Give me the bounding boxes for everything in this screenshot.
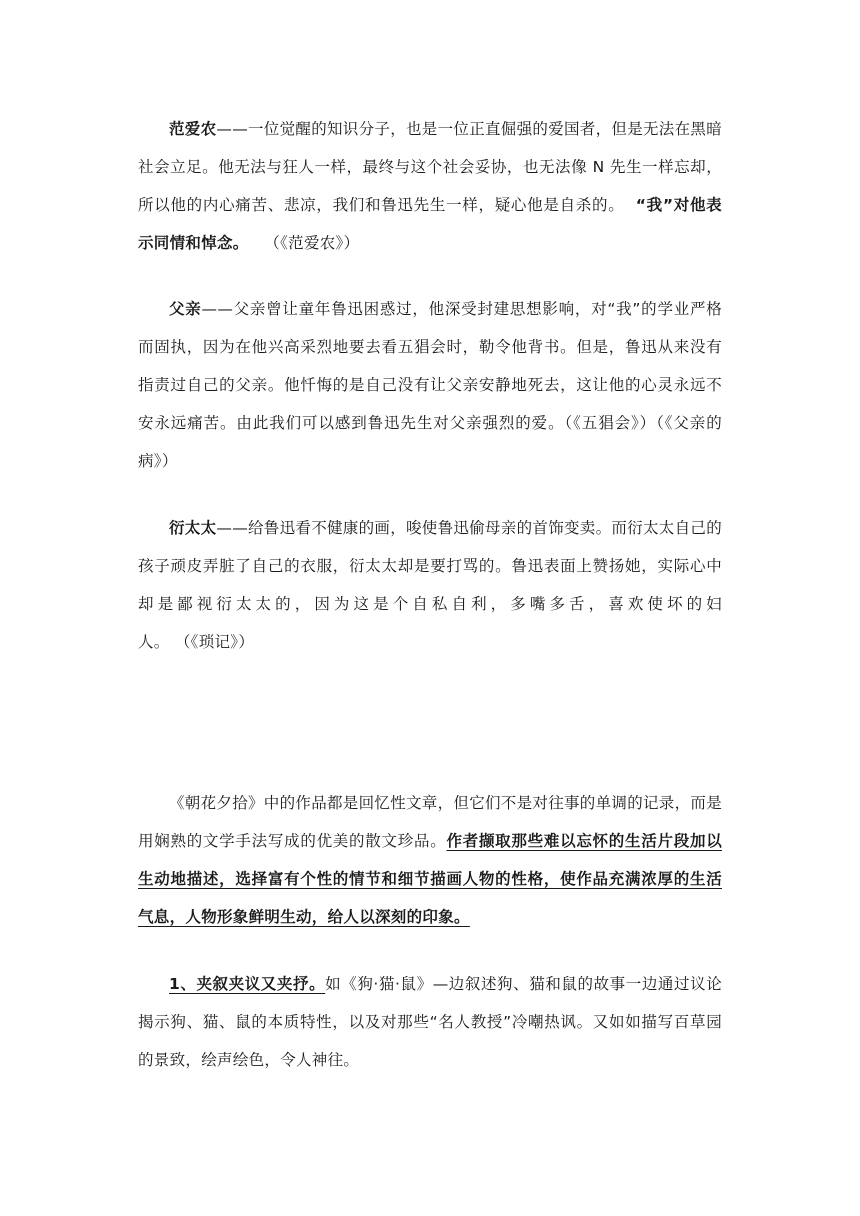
source-reference: （《五猖会》）（《父亲的病》） [138, 414, 722, 470]
character-description: ——父亲曾让童年鲁迅困惑过，他深受封建思想影响，对“我”的学业严格而固执，因为在他兴高采烈地要去看五猖会时，勒令他背书。但是，鲁迅从来没有指责过自己的父亲。他忏悔的是自己没有让父亲安静地死去，这让他的心灵永远不安永远痛苦。由此我们可以感到鲁迅先生对父亲强烈的爱。 [138, 300, 722, 432]
point-body: 如《狗·猫·鼠》—边叙述狗、猫和鼠的故事一边通过议论揭示狗、猫、鼠的本质特性，以及对那些“名人教授”冷嘲热讽。又如如描写百草园的景致，绘声绘色，令人神往。 [138, 975, 722, 1069]
point-heading: 1、夹叙夹议又夹抒。 [169, 975, 326, 993]
character-description: ——一位觉醒的知识分子，也是一位正直倔强的爱国者，但是无法在黑暗社会立足。他无法与狂人一样，最终与这个社会妥协，也无法像 N 先生一样忘却，所以他的内心痛苦、悲凉，我们和鲁迅先生一样，疑心他是自杀的。 [138, 120, 723, 214]
source-reference: （《琐记》） [174, 633, 255, 651]
character-name-fan-ainong: 范爱农 [169, 120, 217, 138]
paragraph-father [138, 290, 722, 480]
character-name-yan-taitai: 衍太太 [169, 519, 217, 537]
source-reference: （《范爱农》） [264, 234, 360, 252]
summary-highlight: 作者撷取那些难以忘怀的生活片段加以生动地描述，选择富有个性的情节和细节描画人物的性格，使作品充满浓厚的生活气息，人物形象鲜明生动，给人以深刻的印象。 [138, 832, 722, 926]
paragraph-yan-taitai [138, 509, 722, 661]
character-name-father: 父亲 [169, 300, 202, 318]
paragraph-summary [138, 784, 722, 936]
character-description: ——给鲁迅看不健康的画，唆使鲁迅偷母亲的首饰变卖。而衍太太自己的孩子顽皮弄脏了自己的衣服，衍太太却是要打骂的。鲁迅表面上赞扬她，实际心中却是鄙视衍太太的，因为这是个自私自利，多嘴多舌，喜欢使坏的妇人。 [138, 519, 723, 651]
paragraph-fan-ainong [138, 110, 722, 262]
emphasis-text: “我”对他表示同情和悼念。 [138, 196, 722, 252]
summary-intro: 《朝花夕拾》中的作品都是回忆性文章，但它们不是对往事的单调的记录，而是用娴熟的文学手法写成的优美的散文珍品。 [138, 794, 723, 850]
paragraph-point-1 [138, 965, 722, 1079]
